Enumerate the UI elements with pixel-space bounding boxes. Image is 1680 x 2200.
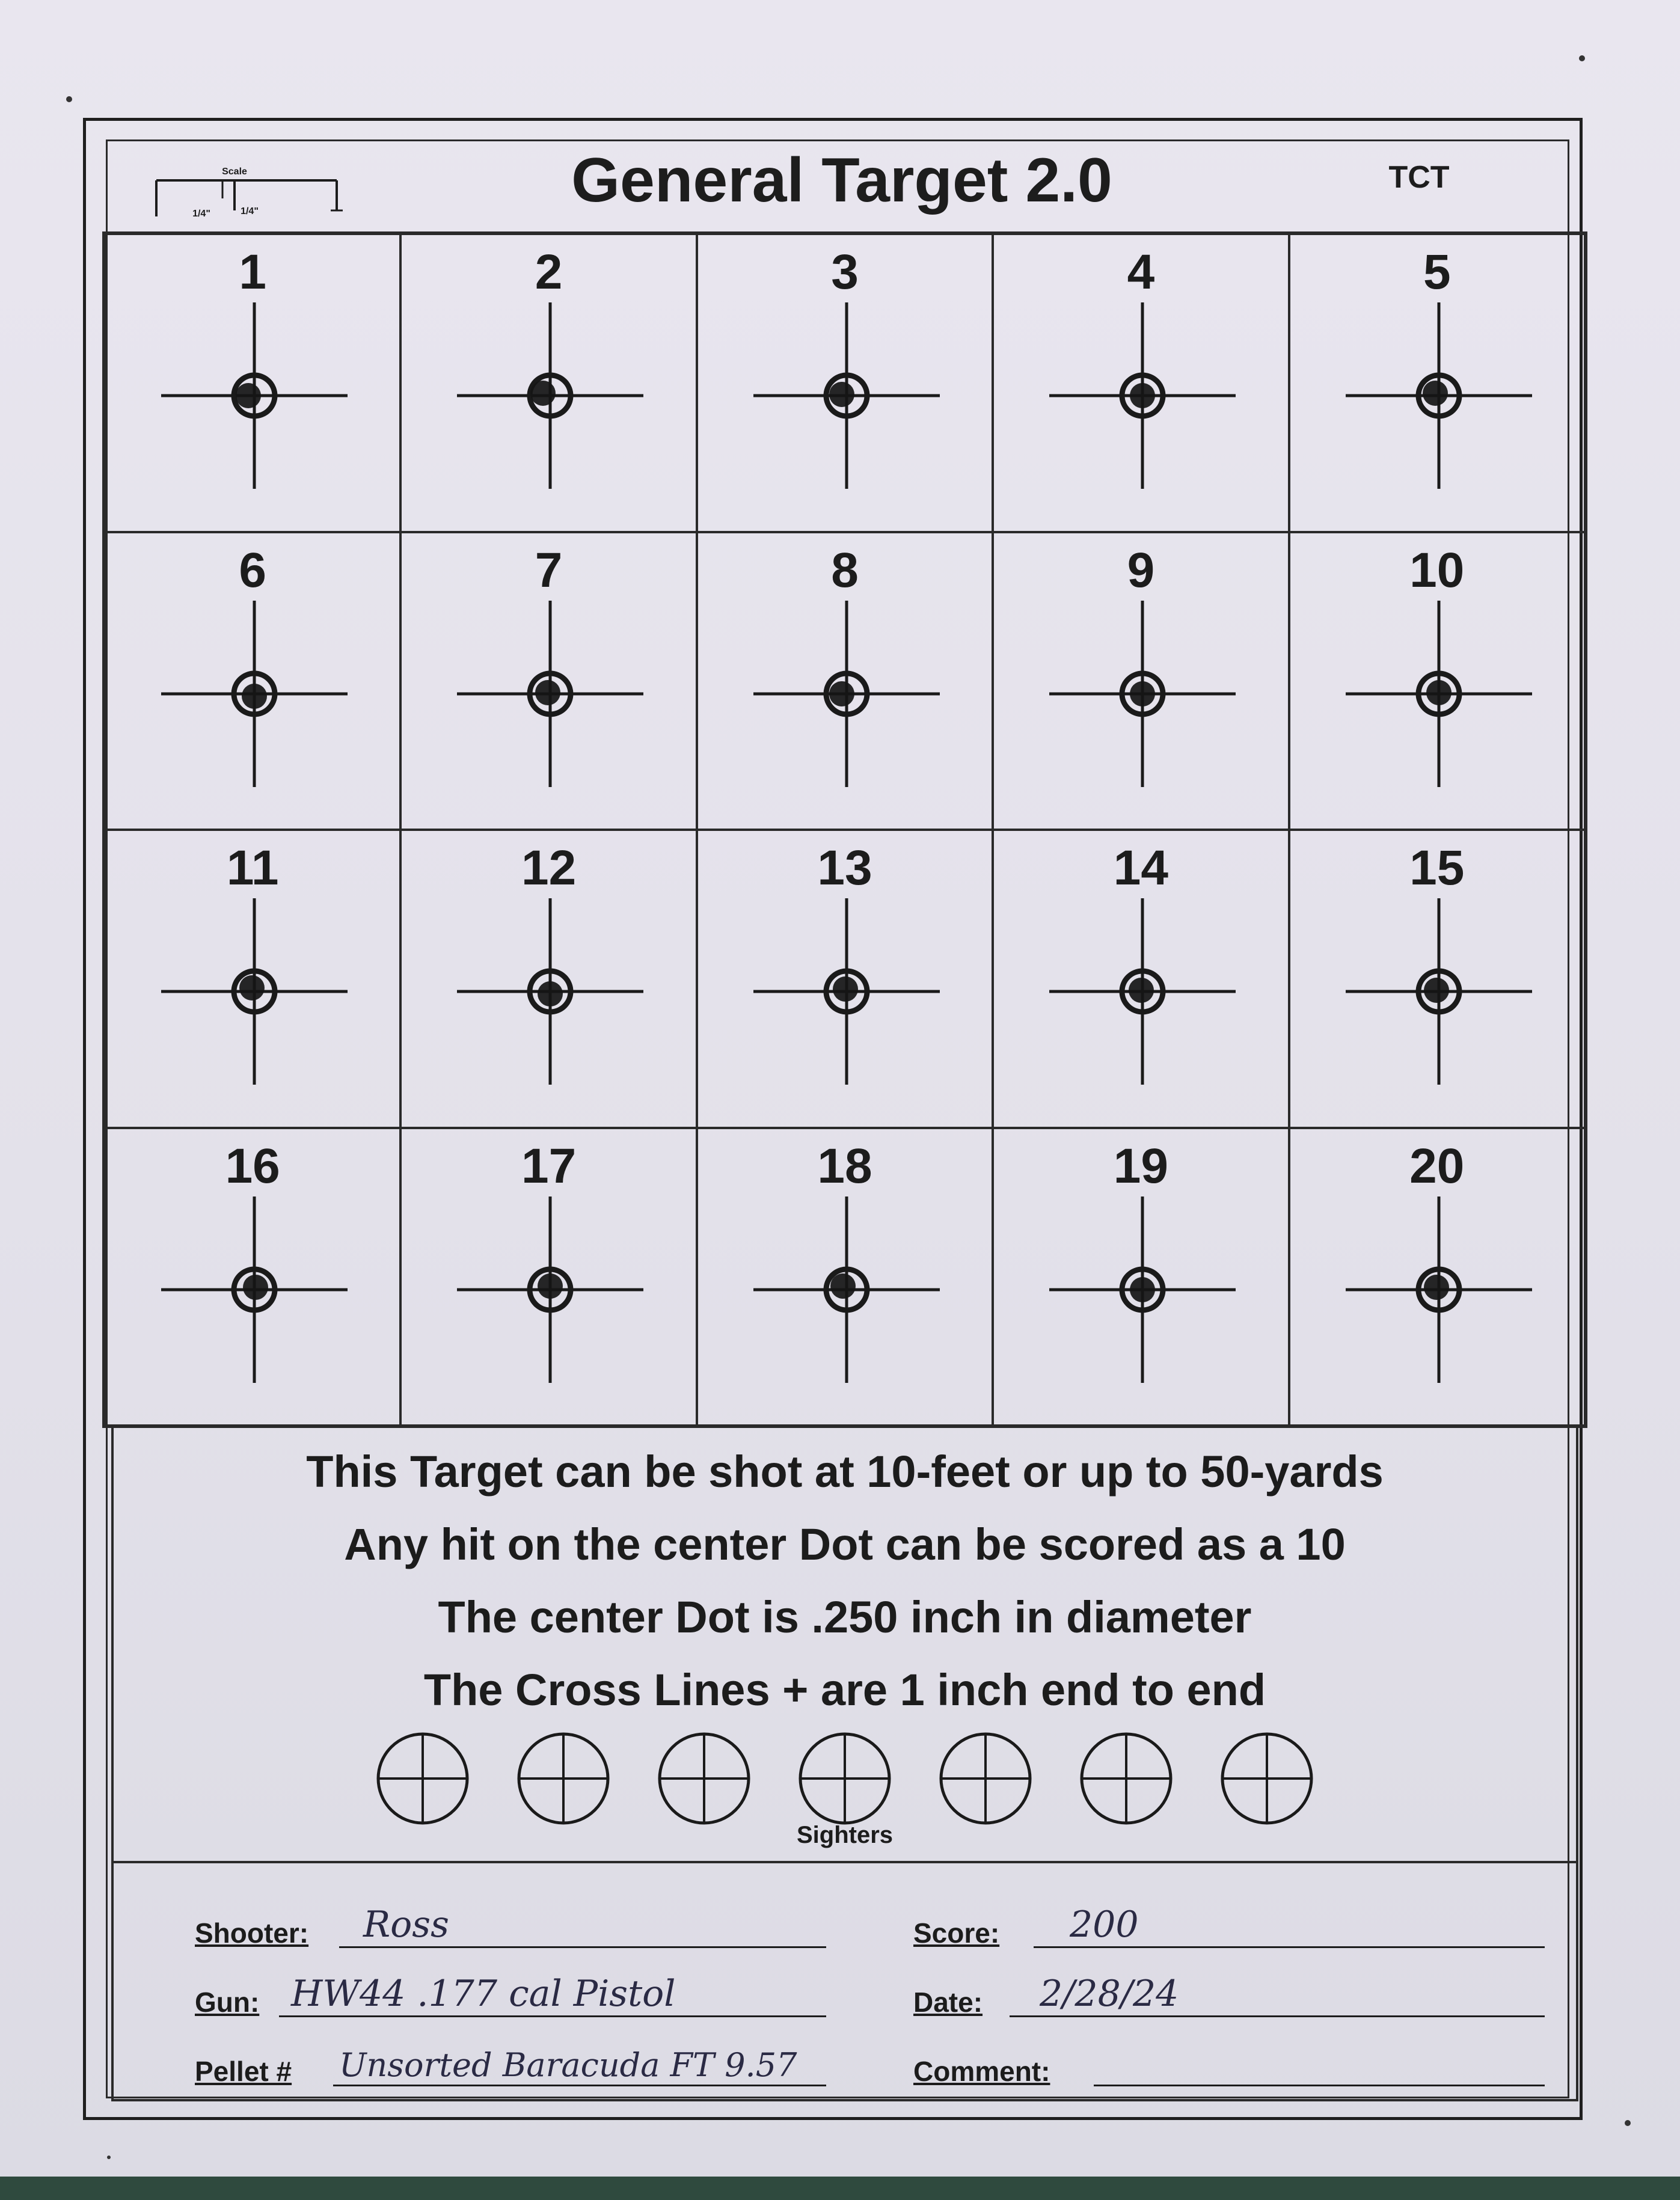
crosshair-bullseye-icon	[161, 898, 348, 1085]
sighter-circle-icon	[376, 1732, 470, 1825]
score-value: 200	[1070, 1904, 1139, 1946]
target-cell	[105, 1128, 400, 1426]
instruction-line: The Cross Lines + are 1 inch end to end	[423, 1665, 1266, 1715]
target-cell	[105, 532, 400, 830]
crosshair-bullseye-icon	[161, 601, 348, 787]
paper-speck	[66, 96, 72, 102]
paper-speck	[1625, 2120, 1631, 2126]
sighter-circle-icon	[1220, 1732, 1314, 1825]
target-number: 15	[1409, 841, 1465, 895]
target-cell	[993, 234, 1289, 532]
target-cell	[105, 830, 400, 1128]
target-grid	[102, 231, 1587, 1428]
target-cell	[105, 234, 400, 532]
target-number: 19	[1113, 1138, 1168, 1193]
instruction-line: Any hit on the center Dot can be scored as a 10	[344, 1519, 1346, 1569]
scale-tick-label: 1/4"	[192, 209, 210, 219]
crosshair-bullseye-icon	[1049, 1197, 1236, 1383]
target-cell	[1289, 532, 1585, 830]
comment-label: Comment:	[913, 2056, 1050, 2087]
crosshair-bullseye-icon	[161, 302, 348, 489]
target-cell	[1289, 830, 1585, 1128]
target-cell	[993, 830, 1289, 1128]
sighter-circle-icon	[1079, 1732, 1173, 1825]
paper-speck	[107, 2156, 111, 2159]
target-cell	[400, 1128, 696, 1426]
gun-label: Gun:	[195, 1987, 260, 2018]
crosshair-bullseye-icon	[753, 898, 940, 1085]
crosshair-bullseye-icon	[753, 1197, 940, 1383]
target-cell	[1289, 1128, 1585, 1426]
sighters-row	[114, 1732, 1576, 1834]
crosshair-bullseye-icon	[457, 898, 643, 1085]
date-value: 2/28/24	[1040, 1973, 1179, 2015]
instruction-line: The center Dot is .250 inch in diameter	[438, 1592, 1252, 1642]
target-number: 5	[1423, 245, 1451, 299]
target-cell	[697, 830, 993, 1128]
target-number: 10	[1409, 542, 1465, 598]
target-number: 3	[831, 245, 859, 299]
target-cell	[993, 532, 1289, 830]
instructions-panel	[111, 1428, 1578, 1861]
date-field[interactable]	[913, 1966, 1545, 2026]
sighter-circle-icon	[798, 1732, 892, 1825]
target-cell	[993, 1128, 1289, 1426]
sighter-circle-icon	[939, 1732, 1032, 1825]
sighter-circle-icon	[517, 1732, 610, 1825]
sighters-label: Sighters	[796, 1822, 894, 1848]
target-cell	[1289, 234, 1585, 532]
target-number: 4	[1127, 245, 1155, 299]
target-cell	[697, 532, 993, 830]
input-underline	[339, 1946, 826, 1948]
target-cell	[400, 830, 696, 1128]
crosshair-bullseye-icon	[1049, 898, 1236, 1085]
shooter-label: Shooter:	[195, 1917, 309, 1949]
crosshair-bullseye-icon	[1346, 898, 1532, 1085]
input-underline	[1010, 2015, 1545, 2017]
date-label: Date:	[913, 1987, 983, 2018]
target-number: 7	[535, 542, 563, 598]
crosshair-bullseye-icon	[457, 302, 643, 489]
target-number: 9	[1127, 542, 1155, 598]
target-number: 6	[239, 542, 266, 598]
target-number: 16	[225, 1138, 280, 1193]
pellet-field[interactable]	[195, 2035, 826, 2095]
score-label: Score:	[913, 1917, 1000, 1949]
target-cell	[400, 234, 696, 532]
target-number: 13	[817, 841, 872, 895]
target-number: 8	[831, 542, 859, 598]
crosshair-bullseye-icon	[161, 1197, 348, 1383]
crosshair-bullseye-icon	[1346, 601, 1532, 787]
target-number: 14	[1113, 841, 1168, 895]
input-underline	[1034, 1946, 1545, 1948]
crosshair-bullseye-icon	[1346, 302, 1532, 489]
target-number: 18	[817, 1138, 872, 1193]
score-form	[111, 1861, 1578, 2101]
shooter-field[interactable]	[195, 1896, 826, 1956]
score-field[interactable]	[913, 1896, 1545, 1956]
target-cell	[400, 532, 696, 830]
input-underline	[1094, 2085, 1545, 2086]
pellet-label: Pellet #	[195, 2056, 292, 2087]
crosshair-bullseye-icon	[753, 302, 940, 489]
scale-tick-label: 1/4"	[241, 206, 259, 216]
scale-label: Scale	[222, 167, 247, 177]
scale-ruler-icon	[153, 162, 352, 228]
paper-speck	[1579, 55, 1585, 61]
sighter-circle-icon	[657, 1732, 751, 1825]
target-number: 12	[521, 841, 577, 895]
target-cell	[697, 234, 993, 532]
crosshair-bullseye-icon	[1049, 302, 1236, 489]
input-underline	[333, 2085, 826, 2086]
gun-value: HW44 .177 cal Pistol	[291, 1973, 676, 2015]
input-underline	[279, 2015, 826, 2017]
target-number: 17	[521, 1138, 577, 1193]
brand-logo: TCT	[1388, 160, 1450, 195]
comment-field[interactable]	[913, 2035, 1545, 2095]
target-number: 2	[535, 245, 563, 299]
crosshair-bullseye-icon	[1346, 1197, 1532, 1383]
gun-field[interactable]	[195, 1966, 826, 2026]
page-title: General Target 2.0	[571, 146, 1112, 215]
instruction-line: This Target can be shot at 10-feet or up to 50-yards	[306, 1447, 1384, 1497]
crosshair-bullseye-icon	[753, 601, 940, 787]
shooter-value: Ross	[363, 1904, 449, 1946]
target-number: 20	[1409, 1138, 1465, 1193]
target-number: 1	[239, 245, 266, 299]
pellet-value: Unsorted Baracuda FT 9.57	[339, 2046, 797, 2084]
crosshair-bullseye-icon	[457, 1197, 643, 1383]
target-number: 11	[226, 841, 279, 895]
crosshair-bullseye-icon	[457, 601, 643, 787]
crosshair-bullseye-icon	[1049, 601, 1236, 787]
target-cell	[697, 1128, 993, 1426]
